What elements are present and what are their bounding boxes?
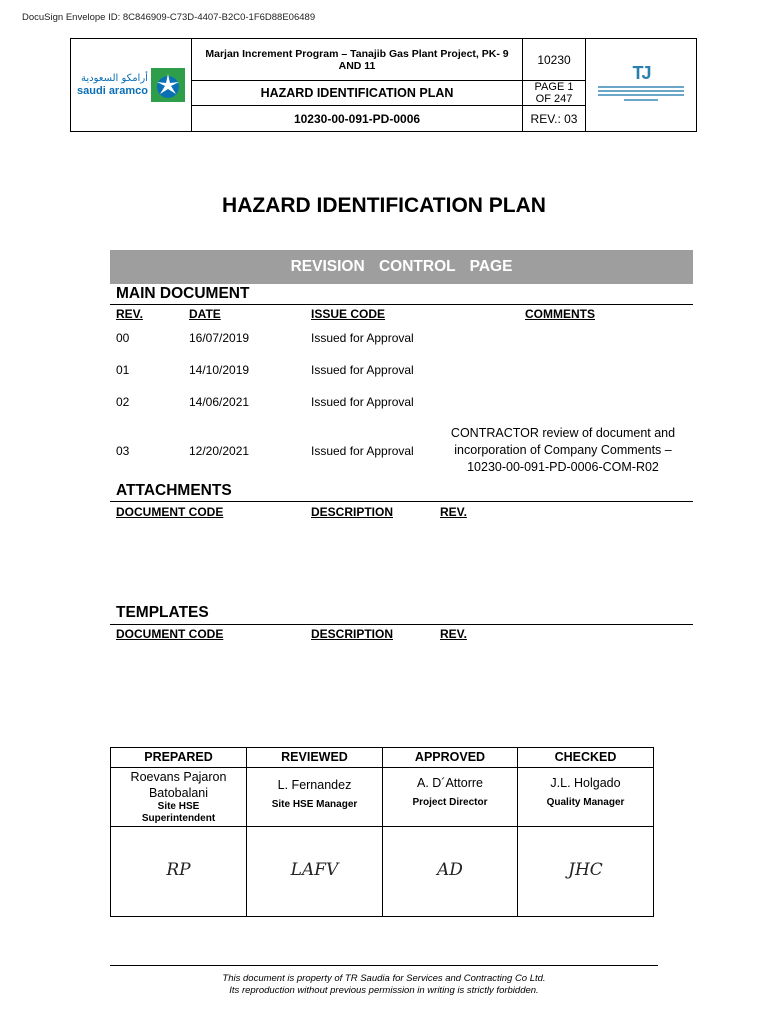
col-issue-code: ISSUE CODE: [311, 307, 386, 321]
issue-cell: Issued for Approval: [311, 395, 414, 409]
header-approved: APPROVED: [414, 750, 486, 764]
date-cell: 16/07/2019: [189, 331, 250, 345]
rev-cell: 03: [116, 444, 130, 458]
comment-cell: [433, 425, 693, 476]
saudi-aramco-logo: [71, 39, 191, 131]
tr-logo-mark: TJ: [632, 63, 650, 83]
header-document-number: 10230-00-091-PD-0006: [293, 111, 421, 126]
logo-arabic-text: أرامكو السعودية: [81, 73, 148, 84]
signer-name: L. Fernandez: [277, 778, 352, 792]
col-comments: COMMENTS: [525, 307, 595, 321]
header-reviewed: REVIEWED: [281, 750, 348, 764]
checked-by: [518, 775, 653, 809]
date-cell: 14/06/2021: [189, 395, 250, 409]
attachments-title: ATTACHMENTS: [116, 482, 232, 499]
page-count: PAGE 1 OF 247: [534, 81, 574, 105]
date-cell: 12/20/2021: [189, 444, 250, 458]
col-rev: REV.: [440, 505, 467, 519]
col-description: DESCRIPTION: [311, 627, 394, 641]
signer-name: A. D´Attorre: [417, 776, 483, 790]
rev-cell: 00: [116, 331, 130, 345]
signer-role: Project Director: [412, 797, 488, 808]
docusign-envelope-id: DocuSign Envelope ID: 8C846909-C73D-4407-B2C0-1F6D88E06489: [22, 12, 316, 23]
header-document-type: HAZARD IDENTIFICATION PLAN: [260, 86, 454, 100]
signature-prepared: RP: [166, 860, 191, 880]
issue-cell: Issued for Approval: [311, 444, 414, 458]
signer-role: Superintendent: [141, 813, 216, 824]
signature-checked: JHC: [568, 860, 603, 880]
logo-latin-text: saudi aramco: [77, 85, 148, 97]
col-rev: REV.: [116, 307, 143, 321]
comment-line: 10230-00-091-PD-0006-COM-R02: [467, 460, 659, 474]
header-prepared: PREPARED: [144, 750, 213, 764]
signer-name: Batobalani: [148, 786, 209, 800]
comment-line: CONTRACTOR review of document and: [450, 426, 676, 440]
templates-title: TEMPLATES: [116, 604, 209, 621]
signer-name: J.L. Holgado: [550, 776, 621, 790]
footer-line: This document is property of TR Saudia for Services and Contracting Co Ltd.: [222, 973, 546, 984]
signer-role: Site HSE Manager: [271, 799, 358, 810]
main-document-title: MAIN DOCUMENT: [116, 285, 250, 302]
footer-notice: [0, 973, 768, 997]
col-rev: REV.: [440, 627, 467, 641]
footer-line: Its reproduction without previous permission in writing is strictly forbidden.: [229, 985, 539, 996]
col-document-code: DOCUMENT CODE: [116, 505, 224, 519]
comment-line: incorporation of Company Comments –: [454, 443, 672, 457]
footer-rule: [110, 965, 658, 966]
signature-approved: AD: [437, 860, 463, 880]
signer-role: Site HSE: [157, 801, 200, 812]
page-title: HAZARD IDENTIFICATION PLAN: [222, 194, 546, 217]
col-document-code: DOCUMENT CODE: [116, 627, 224, 641]
header-checked: CHECKED: [554, 750, 617, 764]
tr-logo-fineprint-icon: [596, 84, 686, 102]
rev-cell: 02: [116, 395, 130, 409]
signoff-table: [110, 747, 654, 917]
reviewed-by: [247, 777, 382, 811]
templates-rule: [110, 624, 693, 625]
main-document-rule: [110, 304, 693, 305]
col-date: DATE: [189, 307, 221, 321]
issue-cell: Issued for Approval: [311, 363, 414, 377]
signature-reviewed: LAFV: [290, 860, 339, 880]
tr-saudia-logo: [586, 39, 696, 131]
aramco-star-icon: [151, 68, 185, 102]
job-number: 10230: [537, 52, 571, 67]
project-title: Marjan Increment Program – Tanajib Gas Plant Project, PK- 9 AND 11: [205, 47, 509, 72]
signer-name: Roevans Pajaron: [130, 770, 227, 784]
revision-control-band: REVISION CONTROL PAGE: [110, 250, 693, 284]
document-header: [70, 38, 697, 132]
date-cell: 14/10/2019: [189, 363, 250, 377]
approved-by: [383, 775, 517, 809]
rev-cell: 01: [116, 363, 130, 377]
col-description: DESCRIPTION: [311, 505, 394, 519]
attachments-rule: [110, 501, 693, 502]
issue-cell: Issued for Approval: [311, 331, 414, 345]
signer-role: Quality Manager: [546, 797, 625, 808]
revision-number: REV.: 03: [530, 111, 578, 126]
prepared-by: [111, 769, 246, 825]
